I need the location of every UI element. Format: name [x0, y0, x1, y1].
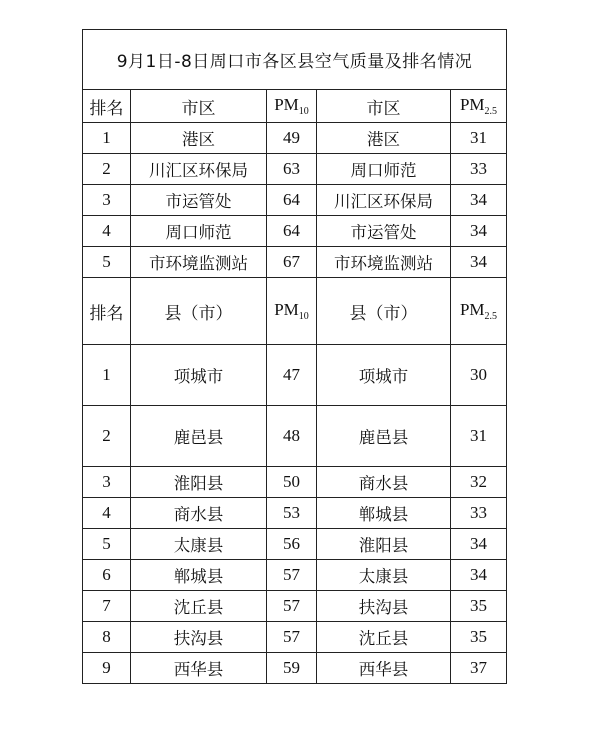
city-area-header-pm10: 市区 [131, 90, 267, 123]
pm25-value-cell: 34 [451, 247, 507, 278]
pm25-value-cell: 37 [451, 653, 507, 684]
pm25-value-cell: 34 [451, 529, 507, 560]
pm25-value-cell: 35 [451, 622, 507, 653]
area-pm25-cell: 西华县 [317, 653, 451, 684]
rank-cell: 3 [83, 185, 131, 216]
area-pm25-cell: 市运管处 [317, 216, 451, 247]
pm10-header: $PM_{10}$ [267, 278, 317, 345]
rank-cell: 4 [83, 216, 131, 247]
pm10-header: $PM_{10}$ [267, 90, 317, 123]
pm25-value-cell: 33 [451, 498, 507, 529]
area-pm10-cell: 太康县 [131, 529, 267, 560]
pm10-value-cell: 59 [267, 653, 317, 684]
pm25-value-cell: 34 [451, 560, 507, 591]
pm10-value-cell: 64 [267, 185, 317, 216]
pm25-value-cell: 33 [451, 154, 507, 185]
rank-cell: 7 [83, 591, 131, 622]
rank-cell: 5 [83, 247, 131, 278]
area-pm10-cell: 项城市 [131, 345, 267, 406]
city-table-row [83, 123, 507, 154]
pm10-value-cell: 57 [267, 591, 317, 622]
rank-cell: 9 [83, 653, 131, 684]
pm25-value-cell: 31 [451, 406, 507, 467]
pm10-value-cell: 64 [267, 216, 317, 247]
city-table-row [83, 154, 507, 185]
area-pm25-cell: 市环境监测站 [317, 247, 451, 278]
pm25-header: $PM_{2.5}$ [451, 278, 507, 345]
county-area-header-pm25: 县（市） [317, 278, 451, 345]
pm10-value-cell: 63 [267, 154, 317, 185]
area-pm10-cell: 市运管处 [131, 185, 267, 216]
county-table-row [83, 498, 507, 529]
area-pm25-cell: 沈丘县 [317, 622, 451, 653]
area-pm25-cell: 港区 [317, 123, 451, 154]
rank-cell: 1 [83, 345, 131, 406]
area-pm10-cell: 港区 [131, 123, 267, 154]
rank-cell: 3 [83, 467, 131, 498]
pm10-value-cell: 67 [267, 247, 317, 278]
pm10-value-cell: 50 [267, 467, 317, 498]
area-pm25-cell: 鹿邑县 [317, 406, 451, 467]
county-table-row [83, 406, 507, 467]
area-pm25-cell: 郸城县 [317, 498, 451, 529]
pm25-value-cell: 30 [451, 345, 507, 406]
pm25-value-cell: 32 [451, 467, 507, 498]
area-pm10-cell: 扶沟县 [131, 622, 267, 653]
area-pm10-cell: 淮阳县 [131, 467, 267, 498]
pm10-value-cell: 56 [267, 529, 317, 560]
county-table-row [83, 591, 507, 622]
pm25-value-cell: 34 [451, 216, 507, 247]
area-pm10-cell: 鹿邑县 [131, 406, 267, 467]
pm10-value-cell: 53 [267, 498, 317, 529]
rank-cell: 8 [83, 622, 131, 653]
pm25-value-cell: 31 [451, 123, 507, 154]
pm10-value-cell: 47 [267, 345, 317, 406]
rank-cell: 1 [83, 123, 131, 154]
area-pm10-cell: 周口师范 [131, 216, 267, 247]
table-title: 9月1日-8日周口市各区县空气质量及排名情况 [83, 30, 507, 90]
area-pm10-cell: 沈丘县 [131, 591, 267, 622]
city-table-row [83, 247, 507, 278]
county-table-row [83, 653, 507, 684]
area-pm25-cell: 淮阳县 [317, 529, 451, 560]
county-header-row [83, 278, 507, 345]
rank-cell: 6 [83, 560, 131, 591]
city-table-row [83, 185, 507, 216]
area-pm10-cell: 川汇区环保局 [131, 154, 267, 185]
pm25-value-cell: 35 [451, 591, 507, 622]
county-area-header-pm10: 县（市） [131, 278, 267, 345]
area-pm10-cell: 市环境监测站 [131, 247, 267, 278]
area-pm25-cell: 商水县 [317, 467, 451, 498]
rank-header: 排名 [83, 278, 131, 345]
area-pm25-cell: 太康县 [317, 560, 451, 591]
area-pm25-cell: 川汇区环保局 [317, 185, 451, 216]
area-pm10-cell: 西华县 [131, 653, 267, 684]
pm10-value-cell: 57 [267, 622, 317, 653]
area-pm25-cell: 项城市 [317, 345, 451, 406]
county-table-row [83, 560, 507, 591]
rank-cell: 5 [83, 529, 131, 560]
area-pm25-cell: 扶沟县 [317, 591, 451, 622]
rank-header: 排名 [83, 90, 131, 123]
pm25-value-cell: 34 [451, 185, 507, 216]
county-table-row [83, 467, 507, 498]
city-area-header-pm25: 市区 [317, 90, 451, 123]
rank-cell: 2 [83, 154, 131, 185]
area-pm10-cell: 商水县 [131, 498, 267, 529]
pm10-value-cell: 49 [267, 123, 317, 154]
area-pm10-cell: 郸城县 [131, 560, 267, 591]
air-quality-table [82, 29, 507, 684]
pm25-header: $PM_{2.5}$ [451, 90, 507, 123]
rank-cell: 4 [83, 498, 131, 529]
county-table-row [83, 345, 507, 406]
city-table-row [83, 216, 507, 247]
county-table-row [83, 529, 507, 560]
area-pm25-cell: 周口师范 [317, 154, 451, 185]
city-header-row [83, 90, 507, 123]
pm10-value-cell: 48 [267, 406, 317, 467]
rank-cell: 2 [83, 406, 131, 467]
county-table-row [83, 622, 507, 653]
pm10-value-cell: 57 [267, 560, 317, 591]
